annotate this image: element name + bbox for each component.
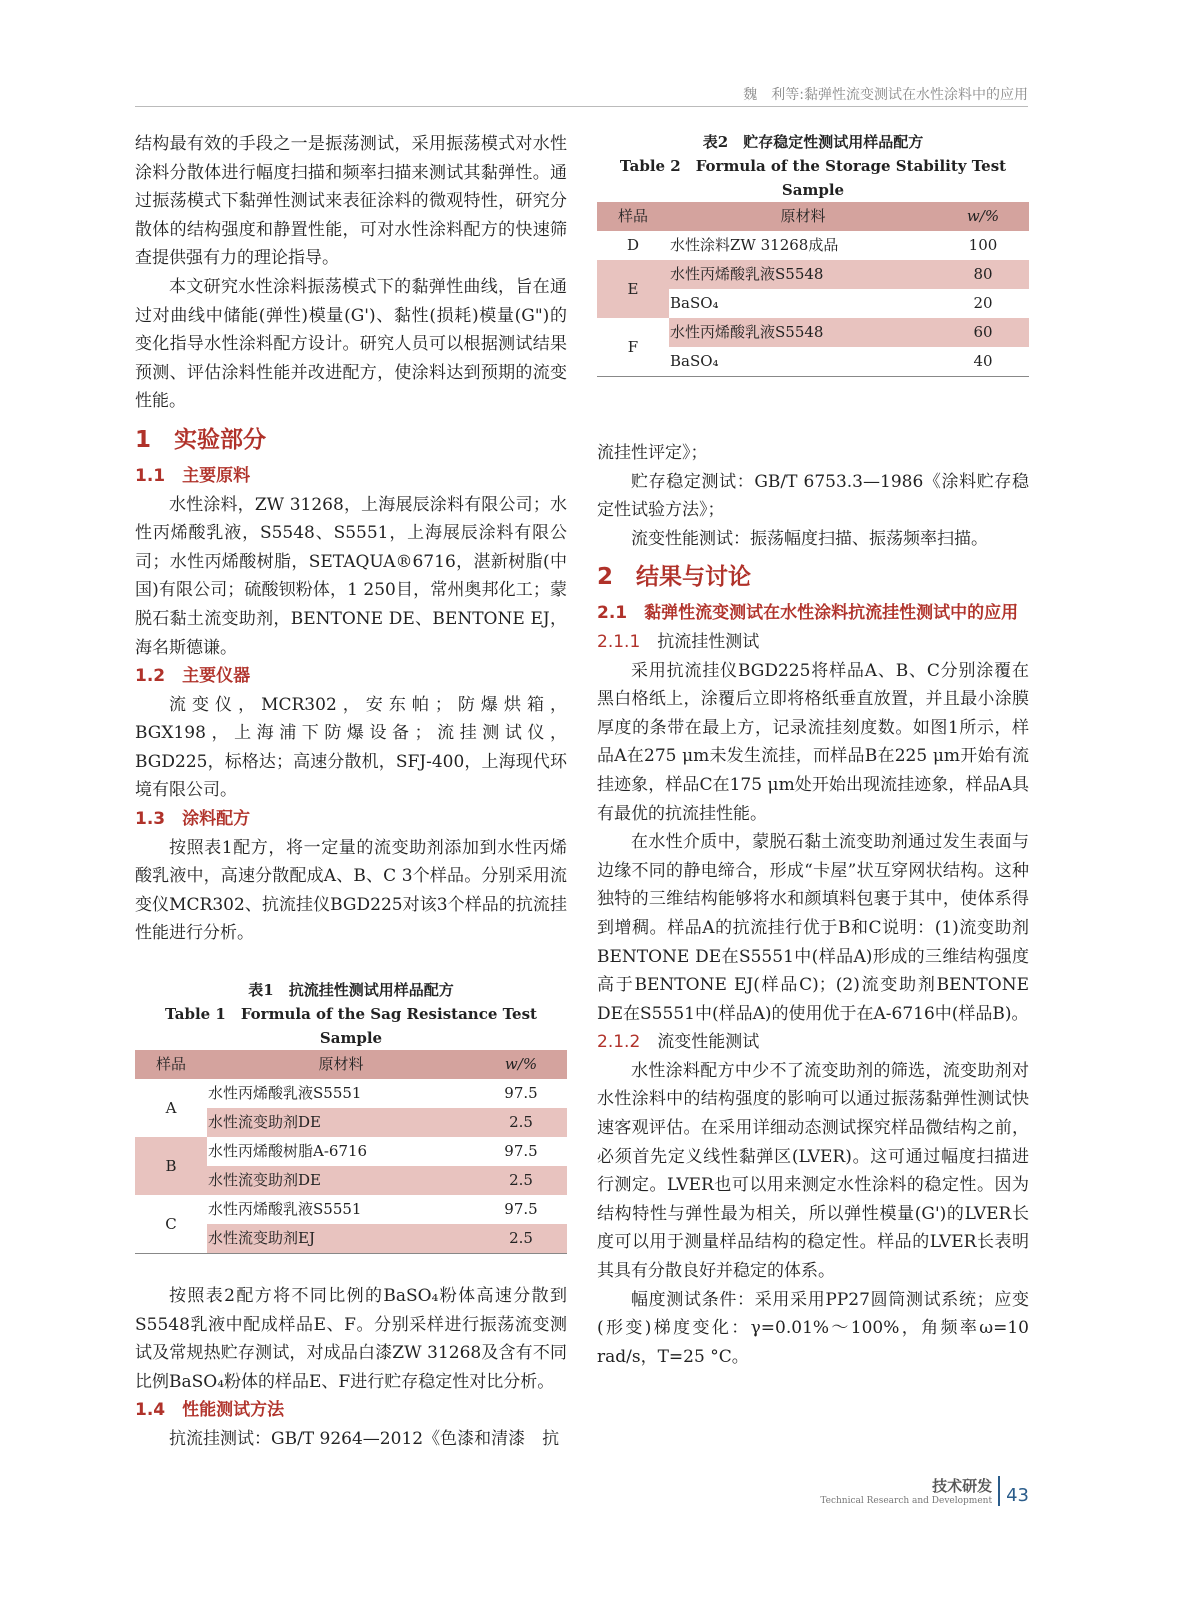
paragraph: 流变性能测试：振荡幅度扫描、振荡频率扫描。 (631, 528, 988, 549)
table-row: E 水性丙烯酸乳液S5548 80 (597, 260, 1029, 289)
table-row: F 水性丙烯酸乳液S5548 60 (597, 318, 1029, 347)
subsection-heading: 1.4 性能测试方法 (135, 1400, 285, 1421)
paragraph: 在水性介质中，蒙脱石黏土流变助剂通过发生表面与边缘不同的静电缔合，形成“卡屋”状互穿网状结构。这种独特的三维结构能够将水和颜填料包裹于其中，使体系得到增稠。样品A的抗流挂行优于B和C说明：(1)流变助剂BENTONE DE在S5551中(样品A)形成的三维结构强度高于BENTONE EJ(样品C)；(2)流变助剂BENTONE DE在S5551中(样品A)的使用优于在A-6716中(样品B)。 (597, 832, 1029, 1024)
header-cell: 原材料 (207, 1050, 475, 1079)
running-header: 魏 利等:黏弹性流变测试在水性涂料中的应用 (135, 84, 1028, 107)
table-row: D 水性涂料ZW 31268成品 100 (626, 236, 998, 254)
paragraph: 幅度测试条件：采用采用PP27圆筒测试系统；应变(形变)梯度变化：γ=0.01%～100%，角频率ω=10 rad/s，T=25 °C。 (597, 1289, 1029, 1367)
section-heading: 2 结果与讨论 (597, 564, 752, 591)
table2-caption-cn: 表2 贮存稳定性测试用样品配方 (702, 133, 924, 151)
paragraph: 贮存稳定测试：GB/T 6753.3—1986《涂料贮存稳定性试验方法》； (597, 471, 1029, 521)
table2-caption-en: Table 2 Formula of the Storage Stability Test Sample (619, 157, 1007, 199)
table-row: A 水性丙烯酸乳液S5551 97.5 (165, 1084, 538, 1117)
paragraph: 水性涂料，ZW 31268，上海展辰涂料有限公司；水性丙烯酸乳液，S5548、S5551，上海展辰涂料有限公司；水性丙烯酸树脂，SETAQUA®6716，湛新树脂(中国)有限公司；硫酸钡粉体，1 250目，常州奥邦化工；蒙脱石黏土流变助剂，BENTONE DE、BENTONE EJ，海名斯德谦。 (135, 494, 567, 658)
table1 (135, 1050, 567, 1254)
page-number: 43 (1006, 1485, 1029, 1506)
subsubsection-heading: 2.1.1 抗流挂性测试 (597, 631, 760, 652)
table-row: 水性流变助剂DE 2.5 (135, 1108, 567, 1137)
table-row: B 水性丙烯酸树脂A-6716 97.5 (135, 1137, 567, 1166)
header-cell: w/% (937, 202, 1029, 231)
subsection-heading: 1.3 涂料配方 (135, 809, 251, 830)
subsection-heading: 1.1 主要原料 (135, 465, 251, 486)
table1-caption-cn: 表1 抗流挂性测试用样品配方 (248, 981, 454, 1000)
paragraph: 流挂性评定》； (597, 443, 708, 463)
subsection-heading: 1.2 主要仪器 (135, 666, 251, 687)
paragraph: 水性涂料配方中少不了流变助剂的筛选，流变助剂对水性涂料中的结构强度的影响可以通过振荡黏弹性测试快速客观评估。在采用详细动态测试探究样品微结构之前，必须首先定义线性黏弹区(LVER)。这可通过幅度扫描进行测定。LVER也可以用来测定水性涂料的稳定性。因为结构特性与弹性最为相关，所以弹性模量(G')的LVER长度可以用于测量样品结构的稳定性。样品的LVER长表明其具有分散良好并稳定的体系。 (597, 1060, 1029, 1282)
table-row: BaSO₄ 20 (597, 289, 1029, 318)
right-column (597, 130, 1029, 1371)
footer-section-cn: 技术研发 (932, 1477, 993, 1495)
header-cell: 原材料 (669, 202, 937, 231)
subsection-heading: 2.1 黏弹性流变测试在水性涂料抗流挂性测试中的应用 (597, 603, 1019, 624)
header-cell: 样品 (597, 202, 669, 231)
table2 (597, 202, 1029, 377)
section-heading: 1 实验部分 (135, 426, 267, 453)
paragraph: 按照表1配方，将一定量的流变助剂添加到水性丙烯酸乳液中，高速分散配成A、B、C 3个样品。分别采用流变仪MCR302、抗流挂仪BGD225对该3个样品的抗流挂性能进行分析。 (135, 837, 567, 944)
table-row: 水性流变助剂EJ 2.5 (135, 1224, 567, 1254)
paragraph: 按照表2配方将不同比例的BaSO₄粉体高速分散到S5548乳液中配成样品E、F。分别采样进行振荡流变测试及常规热贮存测试，对成品白漆ZW 31268及含有不同比例BaSO₄粉体的样品E、F进行贮存稳定性对比分析。 (135, 1286, 567, 1392)
paragraph: 流变仪，MCR302，安东帕；防爆烘箱，BGX198，上海浦下防爆设备；流挂测试仪，BGD225，标格达；高速分散机，SFJ-400，上海现代环境有限公司。 (135, 694, 567, 801)
left-column (135, 130, 567, 1454)
subsubsection-heading: 2.1.2 流变性能测试 (597, 1032, 760, 1053)
table1-caption-en: Table 1 Formula of the Sag Resistance Test Sample (165, 1005, 537, 1048)
paragraph: 本文研究水性涂料振荡模式下的黏弹性曲线，旨在通过对曲线中储能(弹性)模量(G')、黏性(损耗)模量(G")的变化指导水性涂料配方设计。研究人员可以根据测试结果预测、评估涂料性能并改进配方，使涂料达到预期的流变性能。 (135, 276, 567, 412)
table-row: 水性流变助剂DE 2.5 (135, 1166, 567, 1195)
paragraph: 采用抗流挂仪BGD225将样品A、B、C分别涂覆在黑白格纸上，涂覆后立即将格纸垂直放置，并且最小涂膜厚度的条带在最上方，记录流挂刻度数。如图1所示，样品A在275 μm未发生流挂，而样品B在225 μm开始有流挂迹象，样品C在175 μm处开始出现流挂迹象，样品A具有最优的抗流挂性能。 (597, 660, 1029, 824)
page-footer (820, 1475, 1029, 1506)
paragraph: 抗流挂测试：GB/T 9264—2012《色漆和清漆 抗 (169, 1429, 560, 1449)
table-row: BaSO₄ 40 (670, 352, 993, 370)
paragraph: 结构最有效的手段之一是振荡测试，采用振荡模式对水性涂料分散体进行幅度扫描和频率扫描来测试其黏弹性。通过振荡模式下黏弹性测试来表征涂料的微观特性，研究分散体的结构强度和静置性能，可对水性涂料配方的快速筛查提供强有力的理论指导。 (135, 134, 567, 269)
header-cell: w/% (475, 1050, 567, 1079)
table-row: C 水性丙烯酸乳液S5551 97.5 (165, 1200, 538, 1233)
footer-section-en: Technical Research and Development (820, 1496, 993, 1506)
header-cell: 样品 (135, 1050, 207, 1079)
